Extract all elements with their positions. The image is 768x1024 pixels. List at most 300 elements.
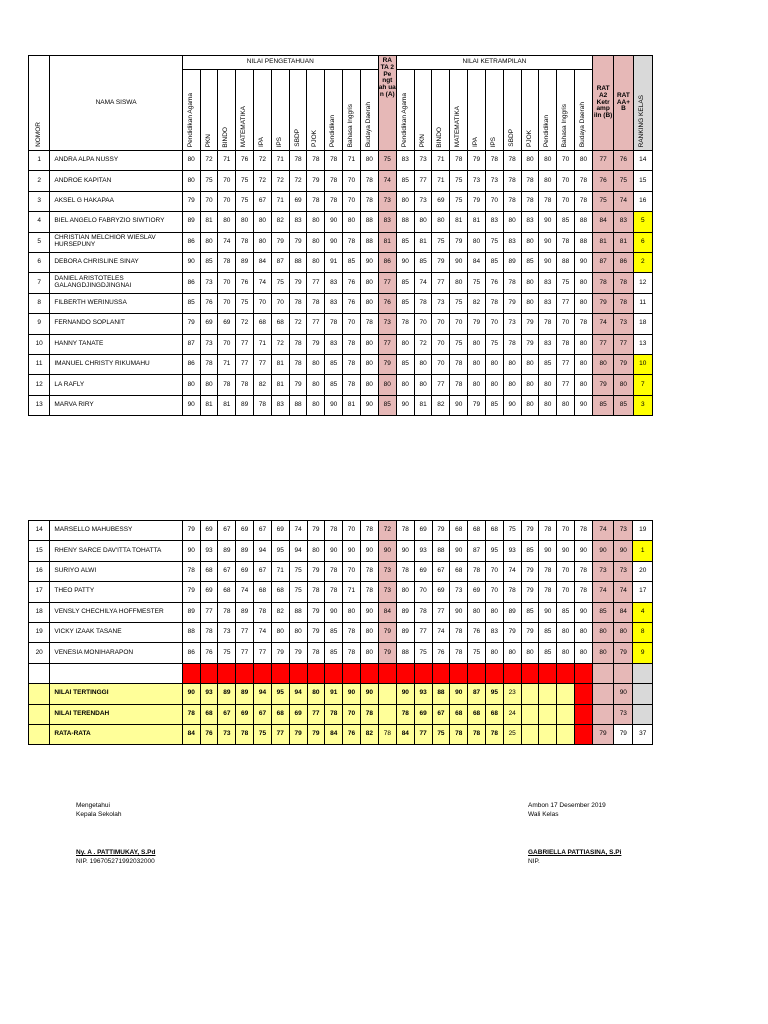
summary-ketrampilan: 90 (396, 684, 414, 704)
ketrampilan-score: 67 (432, 561, 450, 581)
pengetahuan-score: 85 (182, 293, 200, 313)
pengetahuan-score: 69 (200, 521, 218, 541)
rata-pengetahuan: 80 (378, 375, 396, 395)
ketrampilan-score: 78 (539, 314, 557, 334)
student-no: 12 (29, 375, 50, 395)
pengetahuan-score: 70 (343, 314, 361, 334)
pengetahuan-score: 77 (236, 334, 254, 354)
pengetahuan-score: 83 (325, 334, 343, 354)
ketrampilan-score: 70 (432, 334, 450, 354)
separator-cell (503, 663, 521, 683)
rata-ab: 80 (614, 622, 633, 642)
student-no: 8 (29, 293, 50, 313)
ketrampilan-score: 78 (450, 622, 468, 642)
pengetahuan-score: 78 (200, 622, 218, 642)
pengetahuan-score: 80 (343, 212, 361, 232)
ketrampilan-score: 75 (450, 334, 468, 354)
ketrampilan-score: 80 (521, 273, 539, 293)
pengetahuan-score: 90 (325, 232, 343, 252)
nilai-ketrampilan-header: NILAI KETRAMPILAN (396, 56, 592, 70)
ketrampilan-score: 90 (539, 541, 557, 561)
pengetahuan-score: 71 (271, 191, 289, 211)
pengetahuan-score: 80 (360, 622, 378, 642)
separator-cell (343, 663, 361, 683)
nilai-pengetahuan-header: NILAI PENGETAHUAN (182, 56, 378, 70)
pengetahuan-score: 88 (182, 622, 200, 642)
pengetahuan-score: 83 (289, 212, 307, 232)
ketrampilan-score: 85 (539, 354, 557, 374)
ketrampilan-score: 81 (414, 232, 432, 252)
pengetahuan-score: 80 (236, 212, 254, 232)
summary-rata-ab: 79 (614, 724, 633, 744)
pengetahuan-score: 76 (343, 293, 361, 313)
ketrampilan-score: 78 (396, 521, 414, 541)
pengetahuan-score: 85 (200, 252, 218, 272)
ketrampilan-score: 80 (539, 375, 557, 395)
ketrampilan-score: 90 (557, 541, 575, 561)
pengetahuan-score: 77 (236, 622, 254, 642)
student-row (29, 622, 653, 642)
pengetahuan-score: 95 (271, 541, 289, 561)
pengetahuan-score: 86 (182, 354, 200, 374)
ketrampilan-score: 73 (468, 171, 486, 191)
rata-pengetahuan: 79 (378, 622, 396, 642)
pengetahuan-score: 81 (271, 354, 289, 374)
pengetahuan-score: 68 (254, 314, 272, 334)
ketrampilan-score: 78 (485, 293, 503, 313)
pengetahuan-score: 78 (307, 643, 325, 663)
pengetahuan-score: 71 (218, 151, 236, 171)
ketrampilan-score: 90 (574, 395, 592, 415)
ketrampilan-score: 81 (450, 212, 468, 232)
ketrampilan-score: 70 (485, 561, 503, 581)
ketrampilan-score: 80 (521, 354, 539, 374)
student-name: MARVA RIRY (50, 395, 182, 415)
ketrampilan-score: 76 (468, 622, 486, 642)
pengetahuan-score: 85 (343, 252, 361, 272)
student-row (29, 191, 653, 211)
subject-header-label: Pendidikan Agama (186, 92, 194, 148)
pengetahuan-score: 89 (182, 602, 200, 622)
rata-ketrampilan: 74 (592, 314, 613, 334)
subject-header (360, 70, 378, 151)
ketrampilan-score: 70 (450, 314, 468, 334)
pengetahuan-score: 68 (218, 582, 236, 602)
pengetahuan-score: 90 (360, 252, 378, 272)
ketrampilan-score: 80 (539, 171, 557, 191)
ketrampilan-score: 88 (574, 232, 592, 252)
subject-header (414, 70, 432, 151)
summary-ketrampilan: 84 (396, 724, 414, 744)
summary-ketrampilan (521, 684, 539, 704)
pengetahuan-score: 78 (289, 293, 307, 313)
student-name: VICKY IZAAK TASANE (50, 622, 182, 642)
ketrampilan-score: 77 (432, 602, 450, 622)
pengetahuan-score: 83 (325, 273, 343, 293)
rata-ketrampilan: 77 (592, 334, 613, 354)
summary-ketrampilan (557, 684, 575, 704)
rata-pengetahuan-header: RA TA 2 Pe ngt ah ua n (A) (378, 56, 396, 151)
subject-header-label: IPS (489, 136, 497, 148)
ketrampilan-score: 79 (521, 582, 539, 602)
ketrampilan-score: 78 (485, 151, 503, 171)
pengetahuan-score: 83 (325, 293, 343, 313)
rata-ketrampilan: 81 (592, 232, 613, 252)
signature-right (528, 801, 621, 866)
ketrampilan-score: 75 (557, 273, 575, 293)
pengetahuan-score: 72 (289, 314, 307, 334)
pengetahuan-score: 69 (236, 561, 254, 581)
pengetahuan-score: 72 (271, 334, 289, 354)
pengetahuan-score: 67 (218, 521, 236, 541)
separator-cell (307, 663, 325, 683)
pengetahuan-score: 81 (271, 375, 289, 395)
pengetahuan-score: 70 (343, 561, 361, 581)
summary-pengetahuan: 79 (307, 724, 325, 744)
summary-row (29, 724, 653, 744)
pengetahuan-score: 67 (218, 561, 236, 581)
student-row (29, 293, 653, 313)
ketrampilan-score: 75 (468, 643, 486, 663)
grades-table-part-2 (28, 520, 653, 745)
subject-header (289, 70, 307, 151)
ketrampilan-score: 80 (503, 643, 521, 663)
summary-pengetahuan: 89 (236, 684, 254, 704)
summary-pengetahuan: 68 (271, 704, 289, 724)
ketrampilan-score: 89 (396, 602, 414, 622)
pengetahuan-score: 88 (360, 232, 378, 252)
rata-ab: 81 (614, 232, 633, 252)
rata-ketrampilan: 77 (592, 151, 613, 171)
ketrampilan-score: 93 (414, 541, 432, 561)
ketrampilan-score: 83 (485, 622, 503, 642)
pengetahuan-score: 78 (182, 561, 200, 581)
ketrampilan-score: 69 (432, 191, 450, 211)
summary-pengetahuan: 78 (325, 704, 343, 724)
ketrampilan-score: 88 (432, 541, 450, 561)
ketrampilan-score: 80 (574, 273, 592, 293)
pengetahuan-score: 80 (360, 375, 378, 395)
subject-header-label: PJOK (525, 130, 533, 148)
pengetahuan-score: 80 (343, 602, 361, 622)
ketrampilan-score: 77 (432, 375, 450, 395)
pengetahuan-score: 81 (200, 395, 218, 415)
pengetahuan-score: 86 (182, 232, 200, 252)
pengetahuan-score: 76 (236, 273, 254, 293)
ketrampilan-score: 78 (503, 582, 521, 602)
rata-pengetahuan: 74 (378, 171, 396, 191)
pengetahuan-score: 80 (307, 375, 325, 395)
kepala-sekolah-name: Ny. A . PATTIMUKAY, S.Pd (76, 849, 156, 856)
rata-ketrampilan: 74 (592, 521, 613, 541)
summary-label: NILAI TERTINGGI (50, 684, 182, 704)
student-name: AKSEL G HAKAPAA (50, 191, 182, 211)
pengetahuan-score: 78 (343, 334, 361, 354)
ketrampilan-score: 68 (468, 521, 486, 541)
pengetahuan-score: 74 (236, 582, 254, 602)
rata-ketrampilan: 85 (592, 395, 613, 415)
student-no: 2 (29, 171, 50, 191)
pengetahuan-score: 86 (182, 643, 200, 663)
mengetahui-label: Mengetahui (76, 802, 110, 809)
summary-pengetahuan: 77 (307, 704, 325, 724)
rata-ketrampilan: 75 (592, 191, 613, 211)
student-name: ANDROE KAPITAN (50, 171, 182, 191)
pengetahuan-score: 80 (307, 395, 325, 415)
ranking: 9 (633, 643, 653, 663)
pengetahuan-score: 89 (236, 395, 254, 415)
ketrampilan-score: 83 (396, 151, 414, 171)
ketrampilan-score: 70 (432, 354, 450, 374)
ketrampilan-score: 90 (539, 252, 557, 272)
pengetahuan-score: 70 (218, 273, 236, 293)
pengetahuan-score: 78 (325, 521, 343, 541)
student-no: 20 (29, 643, 50, 663)
subject-header-label: MATEMATIKA (240, 105, 248, 148)
rata-ketrampilan: 80 (592, 643, 613, 663)
ketrampilan-score: 80 (557, 622, 575, 642)
rata-pengetahuan: 73 (378, 314, 396, 334)
separator-cell (200, 663, 218, 683)
pengetahuan-score: 80 (360, 334, 378, 354)
summary-ketrampilan (575, 704, 593, 724)
pengetahuan-score: 69 (200, 582, 218, 602)
rata-ab: 80 (614, 375, 633, 395)
ketrampilan-score: 83 (539, 293, 557, 313)
summary-rata-ketrampilan: 79 (592, 724, 613, 744)
pengetahuan-score: 75 (289, 561, 307, 581)
pengetahuan-score: 88 (360, 212, 378, 232)
ketrampilan-score: 89 (396, 622, 414, 642)
student-row (29, 314, 653, 334)
summary-ketrampilan (575, 684, 593, 704)
summary-pengetahuan: 78 (236, 724, 254, 744)
separator-cell (289, 663, 307, 683)
ketrampilan-score: 77 (557, 375, 575, 395)
ketrampilan-score: 80 (574, 375, 592, 395)
subject-header-label: BINDO (222, 126, 230, 148)
pengetahuan-score: 71 (271, 561, 289, 581)
pengetahuan-score: 77 (254, 643, 272, 663)
summary-no (29, 684, 50, 704)
pengetahuan-score: 75 (271, 273, 289, 293)
student-name: HANNY TANATE (50, 334, 182, 354)
rata-ab: 90 (614, 541, 633, 561)
pengetahuan-score: 74 (218, 232, 236, 252)
pengetahuan-score: 69 (218, 314, 236, 334)
pengetahuan-score: 80 (218, 212, 236, 232)
ketrampilan-score: 78 (450, 643, 468, 663)
ketrampilan-score: 75 (450, 171, 468, 191)
pengetahuan-score: 72 (236, 314, 254, 334)
separator-cell (254, 663, 272, 683)
pengetahuan-score: 71 (254, 334, 272, 354)
ketrampilan-score: 83 (539, 334, 557, 354)
subject-header (271, 70, 289, 151)
subject-header-label: Bahasa Inggris (561, 103, 569, 148)
pengetahuan-score: 79 (182, 314, 200, 334)
ketrampilan-score: 85 (396, 354, 414, 374)
subject-header (343, 70, 361, 151)
ketrampilan-score: 90 (539, 212, 557, 232)
pengetahuan-score: 89 (218, 541, 236, 561)
separator-cell (50, 663, 182, 683)
separator-cell (325, 663, 343, 683)
subject-header-label: Budaya Daerah (364, 102, 372, 148)
ketrampilan-score: 80 (539, 395, 557, 415)
ketrampilan-score: 78 (539, 521, 557, 541)
summary-no (29, 724, 50, 744)
pengetahuan-score: 74 (289, 521, 307, 541)
rata-ketrampilan: 80 (592, 354, 613, 374)
ketrampilan-score: 95 (485, 541, 503, 561)
separator-cell (450, 663, 468, 683)
rata-ab: 84 (614, 602, 633, 622)
pengetahuan-score: 88 (289, 252, 307, 272)
pengetahuan-score: 80 (271, 622, 289, 642)
pengetahuan-score: 68 (271, 314, 289, 334)
summary-ketrampilan: 77 (414, 724, 432, 744)
ketrampilan-score: 80 (521, 395, 539, 415)
rata-ab: 79 (614, 643, 633, 663)
wali-kelas-label: Wali Kelas (528, 811, 559, 818)
pengetahuan-score: 90 (182, 252, 200, 272)
summary-pengetahuan: 78 (360, 704, 378, 724)
subject-header-label: BINDO (436, 126, 444, 148)
subject-header (503, 70, 521, 151)
separator-cell (414, 663, 432, 683)
pengetahuan-score: 76 (200, 643, 218, 663)
pengetahuan-score: 72 (289, 171, 307, 191)
pengetahuan-score: 79 (307, 602, 325, 622)
separator-cell (182, 663, 200, 683)
subject-header (468, 70, 486, 151)
signature-left (76, 801, 155, 866)
summary-ketrampilan: 67 (432, 704, 450, 724)
ketrampilan-score: 80 (503, 375, 521, 395)
summary-ketrampilan: 90 (450, 684, 468, 704)
ketrampilan-score: 79 (521, 521, 539, 541)
student-name: BIEL ANGELO FABRYZIO SIWTIORY (50, 212, 182, 232)
ketrampilan-score: 79 (468, 395, 486, 415)
student-no: 4 (29, 212, 50, 232)
ketrampilan-score: 78 (468, 561, 486, 581)
summary-ketrampilan: 78 (485, 724, 503, 744)
rata-pengetahuan: 81 (378, 232, 396, 252)
pengetahuan-score: 79 (289, 232, 307, 252)
subject-header-label: IPS (275, 136, 283, 148)
ketrampilan-score: 70 (557, 314, 575, 334)
ketrampilan-score: 83 (539, 273, 557, 293)
subject-header-label: IPA (472, 137, 480, 148)
pengetahuan-score: 94 (289, 541, 307, 561)
pengetahuan-score: 79 (307, 171, 325, 191)
pengetahuan-score: 75 (236, 293, 254, 313)
rata-ab: 78 (614, 273, 633, 293)
ketrampilan-score: 85 (557, 602, 575, 622)
pengetahuan-score: 78 (325, 191, 343, 211)
pengetahuan-score: 79 (307, 561, 325, 581)
student-name: THEO PATTY (50, 582, 182, 602)
ketrampilan-score: 80 (414, 212, 432, 232)
pengetahuan-score: 67 (254, 191, 272, 211)
student-row (29, 521, 653, 541)
summary-pengetahuan: 75 (254, 724, 272, 744)
ranking: 3 (633, 395, 652, 415)
summary-pengetahuan: 67 (254, 704, 272, 724)
ketrampilan-score: 70 (557, 521, 575, 541)
separator-cell (485, 663, 503, 683)
pengetahuan-score: 85 (325, 622, 343, 642)
rata-ab: 76 (614, 151, 633, 171)
ranking: 19 (633, 521, 653, 541)
ketrampilan-score: 85 (396, 273, 414, 293)
pengetahuan-score: 80 (360, 151, 378, 171)
summary-ketrampilan: 24 (503, 704, 521, 724)
wali-kelas-nip: NIP. (528, 858, 540, 865)
student-name: FILBERTH WERINUSSA (50, 293, 182, 313)
ketrampilan-score: 88 (557, 252, 575, 272)
rata-ketrampilan: 84 (592, 212, 613, 232)
summary-pengetahuan: 84 (182, 724, 200, 744)
summary-rata-ab: 73 (614, 704, 633, 724)
rata-ketrampilan: 79 (592, 293, 613, 313)
summary-ketrampilan: 88 (432, 684, 450, 704)
ketrampilan-score: 73 (503, 314, 521, 334)
summary-pengetahuan: 82 (360, 724, 378, 744)
date-label: Ambon 17 Desember 2019 (528, 802, 606, 809)
ketrampilan-score: 70 (414, 314, 432, 334)
ketrampilan-score: 79 (468, 314, 486, 334)
student-no: 19 (29, 622, 50, 642)
pengetahuan-score: 78 (343, 622, 361, 642)
rata-pengetahuan: 73 (378, 582, 396, 602)
pengetahuan-score: 79 (307, 521, 325, 541)
ketrampilan-score: 85 (521, 602, 539, 622)
summary-label: NILAI TERENDAH (50, 704, 182, 724)
pengetahuan-score: 93 (200, 541, 218, 561)
summary-ketrampilan (557, 724, 575, 744)
pengetahuan-score: 80 (307, 212, 325, 232)
pengetahuan-score: 78 (325, 561, 343, 581)
ketrampilan-score: 90 (575, 602, 593, 622)
student-no: 1 (29, 151, 50, 171)
summary-pengetahuan: 73 (218, 724, 236, 744)
ketrampilan-score: 85 (396, 171, 414, 191)
ranking: 18 (633, 314, 652, 334)
pengetahuan-score: 89 (182, 212, 200, 232)
ketrampilan-score: 75 (432, 232, 450, 252)
wali-kelas-name: GABRIELLA PATTIASINA, S.Pi (528, 849, 622, 856)
pengetahuan-score: 78 (218, 602, 236, 622)
student-row (29, 334, 653, 354)
subject-header (432, 70, 450, 151)
summary-ketrampilan: 68 (450, 704, 468, 724)
rata-pengetahuan: 76 (378, 293, 396, 313)
rata-ketrampilan: 87 (592, 252, 613, 272)
rata-ab: 85 (614, 395, 633, 415)
pengetahuan-score: 82 (271, 602, 289, 622)
ketrampilan-score: 71 (432, 171, 450, 191)
ketrampilan-score: 77 (557, 293, 575, 313)
summary-pengetahuan: 77 (271, 724, 289, 744)
subject-header-label: PKN (204, 133, 212, 148)
pengetahuan-score: 70 (218, 334, 236, 354)
ketrampilan-score: 90 (450, 602, 468, 622)
summary-pengetahuan: 68 (200, 704, 218, 724)
pengetahuan-score: 69 (236, 521, 254, 541)
ketrampilan-score: 79 (503, 293, 521, 313)
